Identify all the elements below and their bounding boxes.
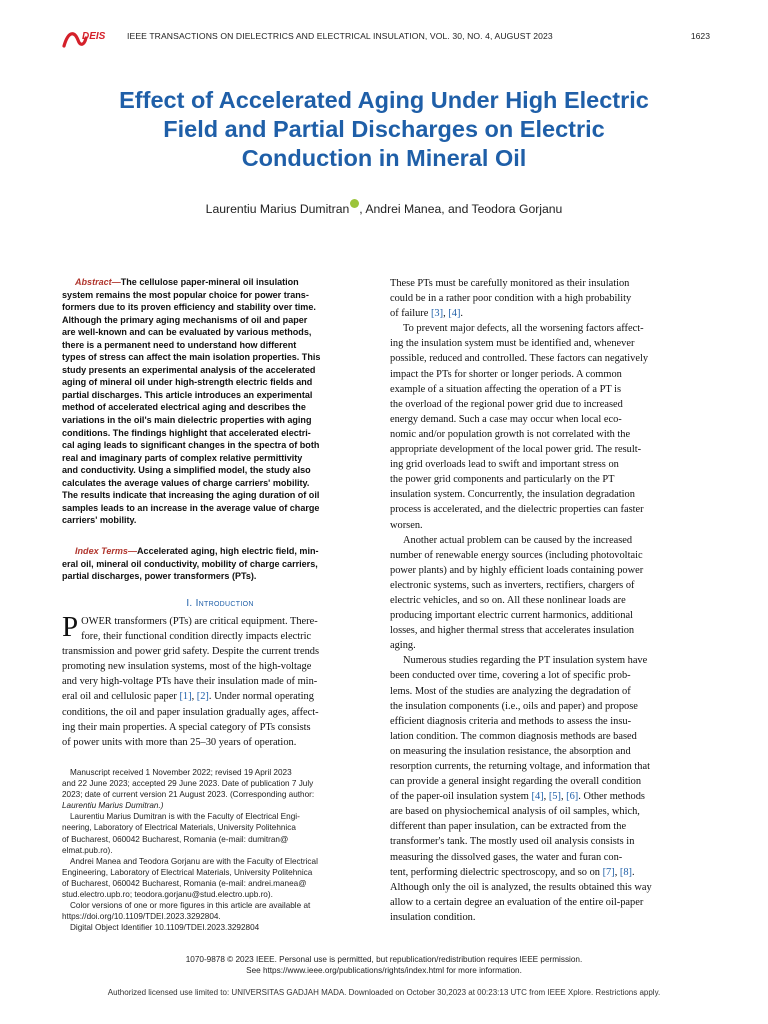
- copyright-line: 1070-9878 © 2023 IEEE. Personal use is permitted, but republication/redistribution requires IEEE permission.: [185, 955, 583, 964]
- abstract-line: Although the primary aging mechanisms of oil and paper: [62, 314, 308, 325]
- body-line: the power grid components and particularly on the PT: [390, 474, 615, 486]
- citation-link[interactable]: [4]: [531, 791, 544, 803]
- footnote-line: Laurentiu Marius Dumitran is with the Faculty of Electrical Engi-: [70, 812, 300, 822]
- abstract: [62, 276, 378, 527]
- abstract-label: Abstract—: [75, 277, 121, 287]
- abstract-line: aging of mineral oil under high-strength electric fields and: [62, 377, 313, 388]
- footnote-line: Engineering, Laboratory of Electrical Materials, University Politehnica: [62, 867, 313, 877]
- section-heading: [62, 598, 378, 609]
- body-line: power plants) and by highly efficient loads containing power: [390, 564, 644, 576]
- footnote-line: Andrei Manea and Teodora Gorjanu are with the Faculty of Electrical: [70, 856, 318, 866]
- index-terms-line: partial discharges, power transformers (PTs).: [62, 571, 257, 582]
- body-line: losses, and higher thermal stress that accelerates insulation: [390, 625, 635, 637]
- footnote-line: neering, Laboratory of Electrical Materials, University Politehnica: [62, 823, 296, 833]
- abstract-line: system remains the most popular choice for power trans-: [62, 289, 309, 300]
- footnote-line: 2023; date of current version 21 August 2023. (Corresponding author:: [62, 790, 315, 800]
- body-line: producing important electric current harmonics, additional: [390, 610, 633, 622]
- abstract-line: method of accelerated electrical aging and describes the: [62, 402, 306, 413]
- body-line: lation condition. The common diagnosis methods are based: [390, 730, 637, 742]
- body-line: process is accelerated, and the dielectric properties can faster: [390, 504, 644, 516]
- abstract-line: study presents an experimental analysis of the accelerated: [62, 364, 316, 375]
- page-number: 1623: [690, 31, 710, 41]
- index-terms-line: [62, 545, 378, 558]
- body-line: the insulation components (i.e., oils and paper) and propose: [390, 700, 638, 712]
- footnote-line: Digital Object Identifier 10.1109/TDEI.2023.3292804: [70, 923, 260, 933]
- abstract-line: types of stress can affect the main isolation properties. This: [62, 352, 321, 363]
- body-line: conditions, the oil and paper insulation gradually ages, affect-: [62, 706, 319, 718]
- body-line: on measuring the insulation resistance, the absorption and: [390, 745, 631, 757]
- author-names-rest: , Andrei Manea, and Teodora Gorjanu: [359, 202, 563, 216]
- citation-link[interactable]: [6]: [566, 791, 579, 803]
- body-line: worsen.: [390, 519, 423, 531]
- paper-title: [40, 86, 728, 173]
- body-line: Numerous studies regarding the PT insulation system have: [403, 655, 648, 667]
- body-line: of power units with more than 25–30 years of operation.: [62, 736, 297, 748]
- title-line: Field and Partial Discharges on Electric: [163, 116, 605, 142]
- doi-link[interactable]: https://doi.org/10.1109/TDEI.2023.3292804.: [62, 912, 221, 922]
- manuscript-footnote: [62, 767, 378, 933]
- rights-link-line[interactable]: See https://www.ieee.org/publications/rights/index.html for more information.: [246, 966, 522, 976]
- abstract-line: partial discharges. This article introduces an experimental: [62, 389, 313, 400]
- citation-link[interactable]: [4]: [448, 308, 461, 320]
- body-line: nomic and/or population growth is not correlated with the: [390, 428, 631, 440]
- footnote-line: Laurentiu Marius Dumitran.): [62, 801, 164, 811]
- logo-text: DEIS: [82, 31, 106, 42]
- orcid-icon[interactable]: [350, 199, 359, 208]
- footnote-line: Manuscript received 1 November 2022; revised 19 April 2023: [70, 768, 292, 777]
- body-line: promoting new insulation systems, most of the high-voltage: [62, 661, 312, 673]
- body-line: and very high-voltage PTs have their insulation made of min-: [62, 676, 318, 688]
- index-terms-text: Accelerated aging, high electric field, min-: [137, 546, 319, 556]
- citation-link[interactable]: [5]: [548, 791, 561, 803]
- body-line: tent, performing dielectric spectroscopy, and so on [7], [8].: [390, 866, 635, 878]
- body-line: could be in a rather poor condition with a high probability: [390, 293, 632, 305]
- abstract-line: variations in the oil's main dielectric properties with aging: [62, 415, 312, 426]
- body-line: Another actual problem can be caused by the increased: [403, 534, 633, 546]
- body-line: fore, their functional condition directly impacts electric: [81, 631, 312, 643]
- body-line: measuring the dissolved gases, the water and furan con-: [390, 851, 623, 863]
- body-line: impact the PTs for shorter or longer periods. A common: [390, 368, 622, 380]
- body-line: allow to a certain degree an evaluation of the entire oil-paper: [390, 896, 644, 908]
- index-terms: [62, 545, 378, 583]
- body-line: transmission and power grid safety. Despite the current trends: [62, 646, 320, 658]
- drop-cap: P: [62, 611, 79, 643]
- citation-link[interactable]: [8]: [619, 866, 633, 878]
- deis-logo: [60, 26, 108, 52]
- body-line: transformer's tank. The mostly used oil analysis consists in: [390, 836, 635, 848]
- index-terms-line: eral oil, mineral oil conductivity, mobility of charge carriers,: [62, 558, 318, 569]
- body-line: These PTs must be carefully monitored as their insulation: [390, 278, 630, 289]
- body-line: ing their main properties. A special category of PTs consists: [62, 721, 311, 733]
- copyright-notice: [40, 954, 728, 976]
- abstract-line: calculates the average values of charge carriers' mobility.: [62, 477, 310, 488]
- footnote-line: Color versions of one or more figures in this article are available at: [70, 901, 311, 911]
- abstract-line: there is a permanent need to understand how different: [62, 339, 297, 350]
- body-line: of failure [3], [4].: [390, 308, 464, 320]
- body-line: electric vehicles, and so on. All these nonlinear loads are: [390, 594, 626, 606]
- body-line: electronic systems, such as inverters, rectifiers, chargers of: [390, 579, 635, 591]
- citation-link[interactable]: [3]: [430, 308, 444, 320]
- body-line: OWER transformers (PTs) are critical equipment. There-: [81, 616, 318, 627]
- license-notice: Authorized licensed use limited to: UNIVERSITAS GADJAH MADA. Downloaded on October 30,2023 at 00:23:13 UTC from IEEE Xplore. Restrictions apply.: [107, 988, 661, 997]
- abstract-line: conditions. The findings highlight that accelerated electri-: [62, 427, 311, 438]
- footnote-line: and 22 June 2023; accepted 29 June 2023. Date of publication 7 July: [62, 779, 314, 789]
- title-line: Conduction in Mineral Oil: [241, 145, 527, 171]
- body-line: of the paper-oil insulation system [4], [5], [6]. Other methods: [390, 791, 645, 803]
- abstract-text: The cellulose paper-mineral oil insulation: [120, 277, 299, 287]
- section-title: Introduction: [195, 598, 254, 609]
- body-line: example of a situation affecting the operation of a PT is: [390, 383, 622, 395]
- body-line: Although only the oil is analyzed, the results obtained this way: [390, 881, 652, 893]
- body-line: are based on physiochemical analysis of oil samples, which,: [390, 806, 640, 818]
- section-number: I.: [186, 598, 193, 609]
- body-line: possible, reduced and controlled. These factors can negatively: [390, 353, 649, 365]
- abstract-line: are well-known and can be evaluated by various methods,: [62, 327, 312, 338]
- citation-link[interactable]: [1]: [179, 691, 192, 703]
- abstract-line: samples leads to an increase in the average value of charge: [62, 502, 320, 513]
- footnote-line: of Bucharest, 060042 Bucharest, Romania (e-mail: dumitran@: [62, 834, 289, 844]
- body-line: lems. Most of the studies are analyzing the degradation of: [390, 685, 631, 697]
- abstract-line: real and imaginary parts of complex relative permittivity: [62, 452, 303, 463]
- body-line: ing grid overloads lead to swift and important stress on: [390, 459, 619, 471]
- intro-paragraph: [62, 611, 378, 750]
- author-list: [40, 202, 728, 216]
- abstract-line: The results indicate that increasing the aging duration of oil: [62, 490, 320, 501]
- citation-link[interactable]: [7]: [602, 866, 615, 878]
- abstract-line: and conductivity. Using a simplified model, the study also: [62, 465, 311, 476]
- body-line: efficient diagnosis criteria and methods to assess the insu-: [390, 715, 632, 727]
- abstract-line: [62, 276, 378, 289]
- right-column-text: [390, 276, 706, 925]
- abstract-line: carriers' mobility.: [62, 515, 137, 526]
- body-line: insulation condition.: [390, 911, 476, 923]
- abstract-line: formers due to its proven efficiency and stability over time.: [62, 302, 316, 313]
- body-line: energy demand. Such a case may occur when local eco-: [390, 413, 622, 425]
- body-line: To prevent major defects, all the worsening factors affect-: [403, 323, 644, 335]
- footnote-line: stud.electro.upb.ro; teodora.gorjanu@stud.electro.upb.ro).: [62, 890, 273, 900]
- author-name: Laurentiu Marius Dumitran: [205, 202, 350, 216]
- index-terms-label: Index Terms—: [75, 546, 138, 556]
- body-line: eral oil and cellulosic paper [1], [2]. Under normal operating: [62, 691, 314, 703]
- body-line: ing the insulation system must be identified and, whenever: [390, 338, 635, 350]
- citation-link[interactable]: [2]: [196, 691, 209, 703]
- footnote-line: of Bucharest, 060042 Bucharest, Romania (e-mail: andrei.manea@: [62, 878, 307, 888]
- body-line: appropriate development of the local power grid. The result-: [390, 444, 642, 456]
- body-line: the overload of the regional power grid due to increased: [390, 398, 623, 410]
- body-line: resorption currents, the returning voltage, and information that: [390, 761, 650, 772]
- body-line: been conducted over time, covering a lot of specific prob-: [390, 670, 631, 682]
- body-line: insulation system. Concurrently, the insulation degradation: [390, 489, 635, 501]
- body-line: number of renewable energy sources (including photovoltaic: [390, 549, 643, 561]
- body-line: can provide a general insight regarding the overall condition: [390, 776, 642, 788]
- body-line: different than paper insulation, can be extracted from the: [390, 821, 627, 833]
- footnote-line: elmat.pub.ro).: [62, 845, 113, 855]
- abstract-line: cal aging leads to significant changes in the spectra of both: [62, 440, 320, 451]
- title-line: Effect of Accelerated Aging Under High Electric: [119, 87, 649, 113]
- body-line: aging.: [390, 640, 416, 652]
- running-head: IEEE TRANSACTIONS ON DIELECTRICS AND ELECTRICAL INSULATION, VOL. 30, NO. 4, AUGUST 2023: [127, 31, 553, 41]
